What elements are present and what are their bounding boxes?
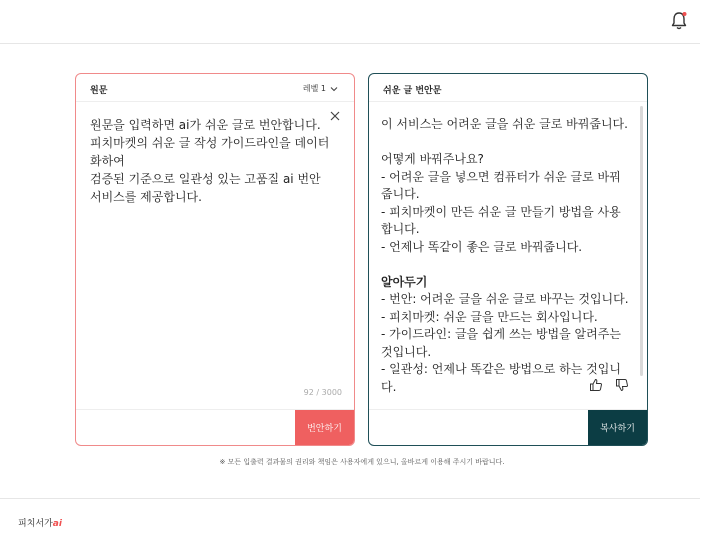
output-line: - 일관성: 언제나 똑같은 방법으로 하는 것입니다.: [381, 362, 621, 394]
source-text-input[interactable]: 원문을 입력하면 ai가 쉬운 글로 번안합니다. 피치마켓의 쉬운 글 작성 가이드라인을 데이터화하여 검증된 기준으로 일관성 있는 고품질 ai 번안 서비스를 제공합니다.: [90, 118, 330, 204]
char-count: 92 / 3000: [303, 388, 342, 397]
output-panel-footer: [369, 409, 647, 445]
output-line: - 번안: 어려운 글을 쉬운 글로 바꾸는 것입니다.: [381, 292, 629, 306]
footer-logo[interactable]: [18, 516, 62, 529]
source-panel-header: [76, 74, 354, 102]
close-icon[interactable]: [330, 111, 340, 121]
output-line: 어떻게 바꿔주나요?: [381, 152, 484, 166]
thumbs-up-icon[interactable]: [589, 377, 603, 391]
output-text: [381, 116, 631, 394]
source-panel: [75, 73, 355, 446]
bell-icon[interactable]: [670, 11, 688, 31]
output-line: 이 서비스는 어려운 글을 쉬운 글로 바꿔줍니다.: [381, 117, 628, 131]
chevron-down-icon: [330, 86, 338, 92]
source-panel-footer: [76, 409, 354, 445]
output-line: - 어려운 글을 넣으면 컴퓨터가 쉬운 글로 바꿔줍니다.: [381, 169, 621, 201]
level-select[interactable]: [303, 83, 338, 94]
translate-button[interactable]: 번안하기: [295, 410, 354, 445]
footer: [0, 498, 700, 539]
output-panel-title: 쉬운 글 번안문: [383, 86, 442, 96]
source-panel-title: 원문: [90, 86, 108, 96]
output-line: - 피치마켓: 쉬운 글을 만드는 회사입니다.: [381, 309, 598, 324]
feedback-buttons: [589, 377, 629, 391]
output-panel: [368, 73, 648, 446]
scrollbar[interactable]: [640, 106, 643, 376]
output-line: 알아두기: [381, 274, 428, 289]
output-line: - 언제나 똑같이 좋은 글로 바꿔줍니다.: [381, 239, 583, 254]
output-line: - 피치마켓이 만든 쉬운 글 만들기 방법을 사용합니다.: [381, 204, 621, 236]
logo-text: 피치서가: [18, 519, 53, 529]
logo-ai: ai: [52, 519, 62, 529]
disclaimer-notice: ※ 모든 입출력 결과물의 권리와 책임은 사용자에게 있으니, 올바르게 이용해 주시기 바랍니다.: [219, 458, 505, 466]
output-panel-header: [369, 74, 647, 102]
output-line: [381, 256, 631, 274]
thumbs-down-icon[interactable]: [615, 377, 629, 391]
level-label: 레벨 1: [302, 84, 326, 93]
output-line: - 가이드라인: 글을 쉽게 쓰는 방법을 알려주는 것입니다.: [381, 327, 621, 359]
output-line: [381, 134, 631, 152]
notification-dot: [683, 12, 687, 16]
copy-button[interactable]: 복사하기: [588, 410, 647, 445]
top-bar: [0, 0, 700, 44]
